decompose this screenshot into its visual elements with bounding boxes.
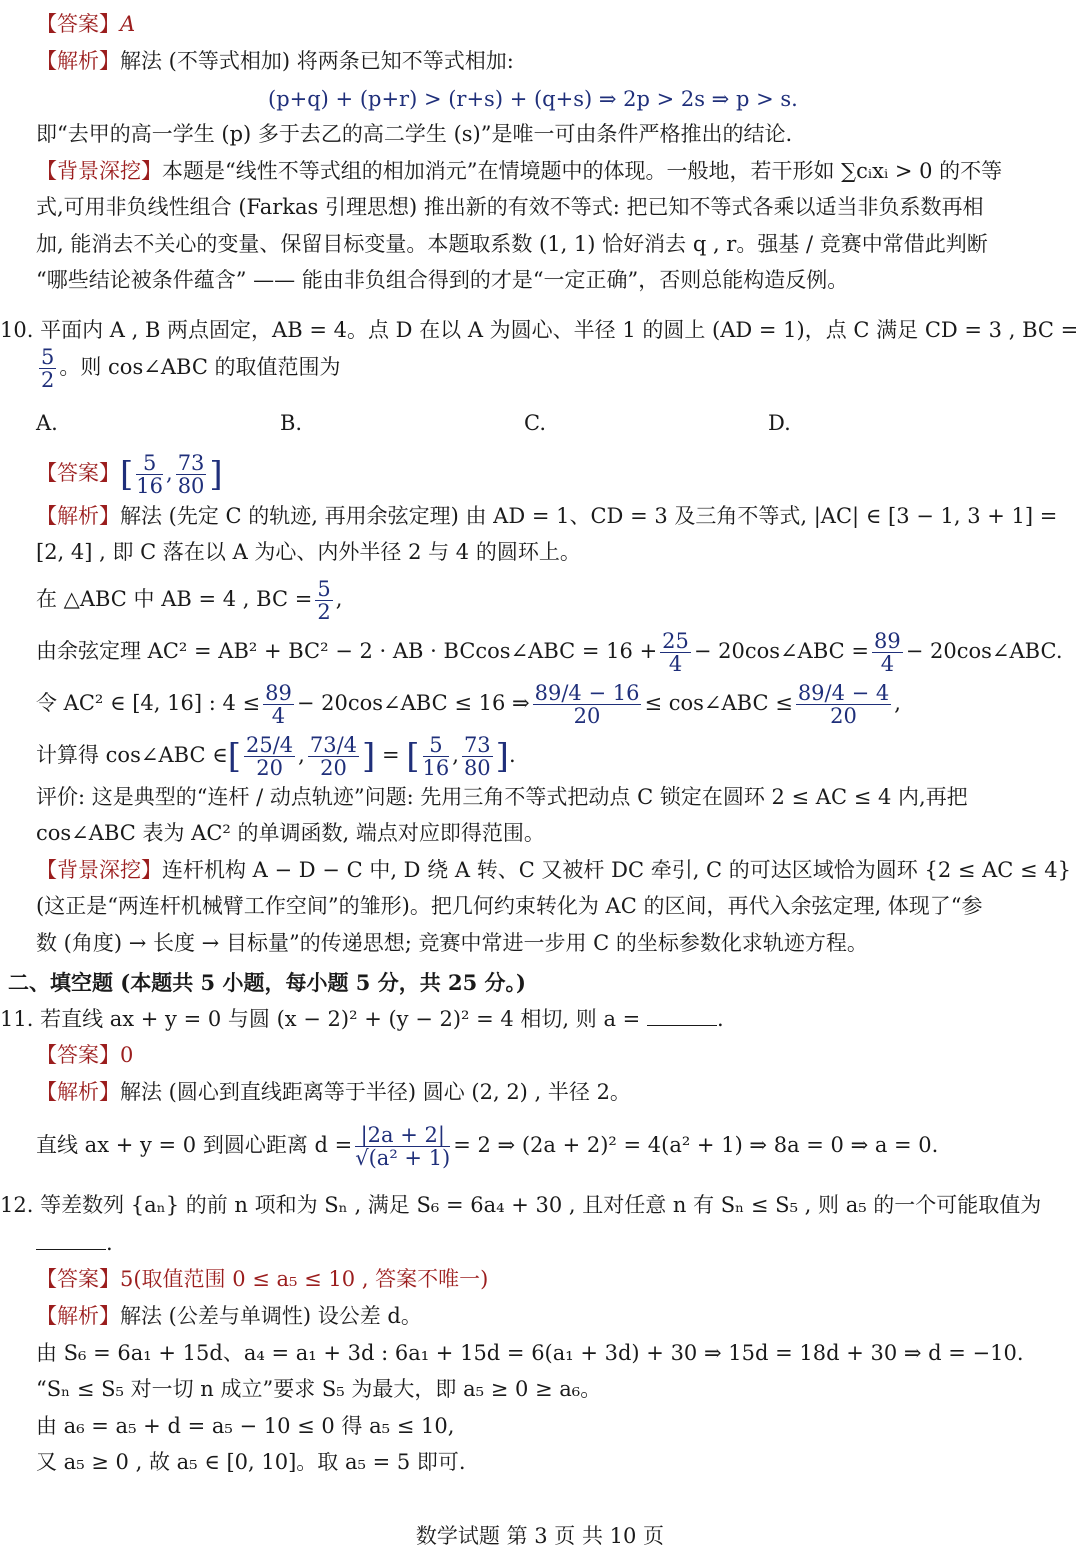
fraction: $\frac{5}{2}$	[317, 577, 331, 624]
background-line-2: 式,可用非负线性组合 (Farkas 引理思想) 推出新的有效不等式: 把已知不等式各乘以适当非负系数再相	[36, 195, 984, 219]
analysis-formula: 由 S₆ = 6a₁ + 15d、a₄ = a₁ + 3d : 6a₁ + 15d = 6(a₁ + 3d) + 30 ⇒ 15d = 18d + 30 ⇒ d = −10.	[36, 1341, 1024, 1365]
question-11-analysis: 【解析】解法 (圆心到直线距离等于半径) 圆心 (2, 2) , 半径 2。	[36, 1080, 631, 1104]
background-text: (这正是“两连杆机械臂工作空间”的雏形)。把几何约束转化为 AC 的区间，再代入余弦定理, 体现了“参	[36, 894, 983, 918]
fraction: $\frac{89/4 - 4}{20}$	[797, 681, 890, 728]
fraction: $\frac{5}{16}$	[422, 733, 450, 780]
option-b: B.	[280, 411, 303, 435]
background-line-3: 加, 能消去不关心的变量、保留目标变量。本题取系数 (1, 1) 恰好消去 q , r。强基 / 竞赛中常借此判断	[36, 232, 988, 256]
analysis-formula: 令 AC² ∈ [4, 16] : 4 ≤ $\frac{89}{4}$ − 20cos∠ABC ≤ 16 ⇒ $\frac{89/4 - 16}{20}$ ≤ cos∠ABC ≤ $\frac{89/4 - 4}{20}$ ,	[36, 681, 901, 728]
analysis-formula: 直线 ax + y = 0 到圆心距离 d = $\frac{|2a + 2|}{\text{√(a² + 1)}}$ = 2 ⇒ (2a + 2)² = 4(a² + 1) ⇒ 8a = 0 ⇒ a = 0.	[36, 1123, 939, 1170]
background-line-4: “哪些结论被条件蕴含” —— 能由非负组合得到的才是“一定正确”，否则总能构造反例。	[36, 268, 849, 292]
fraction: $\frac{89}{4}$	[265, 681, 292, 728]
fraction: $\frac{5}{2}$	[41, 345, 55, 392]
fraction: $\frac{25/4}{20}$	[246, 733, 294, 780]
evaluation-text: 评价: 这是典型的“连杆 / 动点轨迹”问题: 先用三角不等式把动点 C 锁定在圆环 2 ≤ AC ≤ 4 内,再把	[36, 785, 968, 809]
question-12-blank-line: .	[36, 1228, 1060, 1258]
question-12-stem: 12. 等差数列 {aₙ} 的前 n 项和为 Sₙ , 满足 S₆ = 6a₄ + 30 , 且对任意 n 有 Sₙ ≤ S₅ , 则 a₅ 的一个可能取值为	[0, 1193, 1042, 1217]
page-footer: 数学试题 第 3 页 共 10 页	[415, 1524, 665, 1548]
question-10-stem-2: $\frac{5}{2}$ 。则 cos∠ABC 的取值范围为	[41, 345, 341, 392]
option-c: C.	[524, 411, 546, 435]
question-11-answer: 【答案】0	[36, 1043, 134, 1067]
question-12-answer: 【答案】5(取值范围 0 ≤ a₅ ≤ 10 , 答案不唯一)	[36, 1267, 489, 1291]
answer-blank	[647, 1007, 717, 1026]
analysis-text: 在 △ABC 中 AB = 4 , BC = $\frac{5}{2}$ ,	[36, 577, 343, 624]
conclusion-line: 即“去甲的高一学生 (p) 多于去乙的高二学生 (s)”是唯一可由条件严格推出的结论.	[36, 122, 793, 146]
analysis-text: “Sₙ ≤ S₅ 对一切 n 成立”要求 S₅ 为最大，即 a₅ ≥ 0 ≥ a₆。	[36, 1377, 602, 1401]
option-a: A.	[36, 411, 58, 435]
question-12-analysis: 【解析】解法 (公差与单调性) 设公差 d。	[36, 1304, 422, 1328]
question-10-analysis: 【解析】解法 (先定 C 的轨迹, 再用余弦定理) 由 AD = 1、CD = 3 及三角不等式, |AC| ∈ [3 − 1, 3 + 1] =	[36, 504, 1058, 528]
evaluation-text: cos∠ABC 表为 AC² 的单调函数, 端点对应即得范围。	[36, 821, 545, 845]
fraction: $\frac{89}{4}$	[874, 629, 901, 676]
fraction: $\frac{|2a + 2|}{\text{√(a² + 1)}}$	[355, 1123, 451, 1170]
answer-line: 【答案】A	[36, 12, 136, 36]
question-11-stem: 11. 若直线 ax + y = 0 与圆 (x − 2)² + (y − 2)² = 4 相切, 则 a = .	[0, 1007, 724, 1031]
fraction: $\frac{73}{80}$	[463, 733, 491, 780]
analysis-formula: 由余弦定理 AC² = AB² + BC² − 2 · AB · BCcos∠ABC = 16 + $\frac{25}{4}$ − 20cos∠ABC = $\frac{89}{4}$ − 20cos∠ABC.	[36, 629, 1063, 676]
answer-blank	[36, 1231, 106, 1250]
background-text: 数 (角度) → 长度 → 目标量”的传递思想; 竞赛中常进一步用 C 的坐标参数化求轨迹方程。	[36, 931, 868, 955]
analysis-text: 由 a₆ = a₅ + d = a₅ − 10 ≤ 0 得 a₅ ≤ 10,	[36, 1414, 455, 1438]
analysis-line: 【解析】解法 (不等式相加) 将两条已知不等式相加:	[36, 49, 514, 73]
option-d: D.	[768, 411, 791, 435]
background-text: 【背景深挖】连杆机构 A − D − C 中, D 绕 A 转、C 又被杆 DC 牵引, C 的可达区域恰为圆环 {2 ≤ AC ≤ 4}	[36, 858, 1072, 882]
background-line: 【背景深挖】本题是“线性不等式组的相加消元”在情境题中的体现。一般地，若干形如 ∑cᵢxᵢ > 0 的不等	[36, 159, 1003, 183]
question-10-stem: 10. 平面内 A , B 两点固定，AB = 4。点 D 在以 A 为圆心、半径 1 的圆上 (AD = 1)，点 C 满足 CD = 3 , BC =	[0, 318, 1079, 342]
fraction: $\frac{73/4}{20}$	[309, 733, 358, 780]
formula-line: (p+q) + (p+r) > (r+s) + (q+s) ⇒ 2p > 2s ⇒ p > s.	[268, 87, 798, 111]
analysis-text: [2, 4] , 即 C 落在以 A 为心、内外半径 2 与 4 的圆环上。	[36, 540, 581, 564]
fraction: $\frac{25}{4}$	[662, 629, 689, 676]
analysis-text: 又 a₅ ≥ 0 , 故 a₅ ∈ [0, 10]。取 a₅ = 5 即可.	[36, 1450, 466, 1474]
analysis-formula: 计算得 cos∠ABC ∈[ $\frac{25/4}{20}$ , $\frac{73/4}{20}$ ] = [ $\frac{5}{16}$ , $\frac{73}{80}$ ].	[36, 733, 516, 780]
section-title: 二、填空题 (本题共 5 小题，每小题 5 分，共 25 分。)	[8, 970, 526, 995]
fraction: $\frac{5}{16}$	[136, 451, 163, 498]
question-10-answer: 【答案】[ $\frac{5}{16}$ , $\frac{73}{80}$ ]	[36, 451, 223, 498]
fraction: $\frac{89/4 - 16}{20}$	[534, 681, 640, 728]
fraction: $\frac{73}{80}$	[177, 451, 205, 498]
